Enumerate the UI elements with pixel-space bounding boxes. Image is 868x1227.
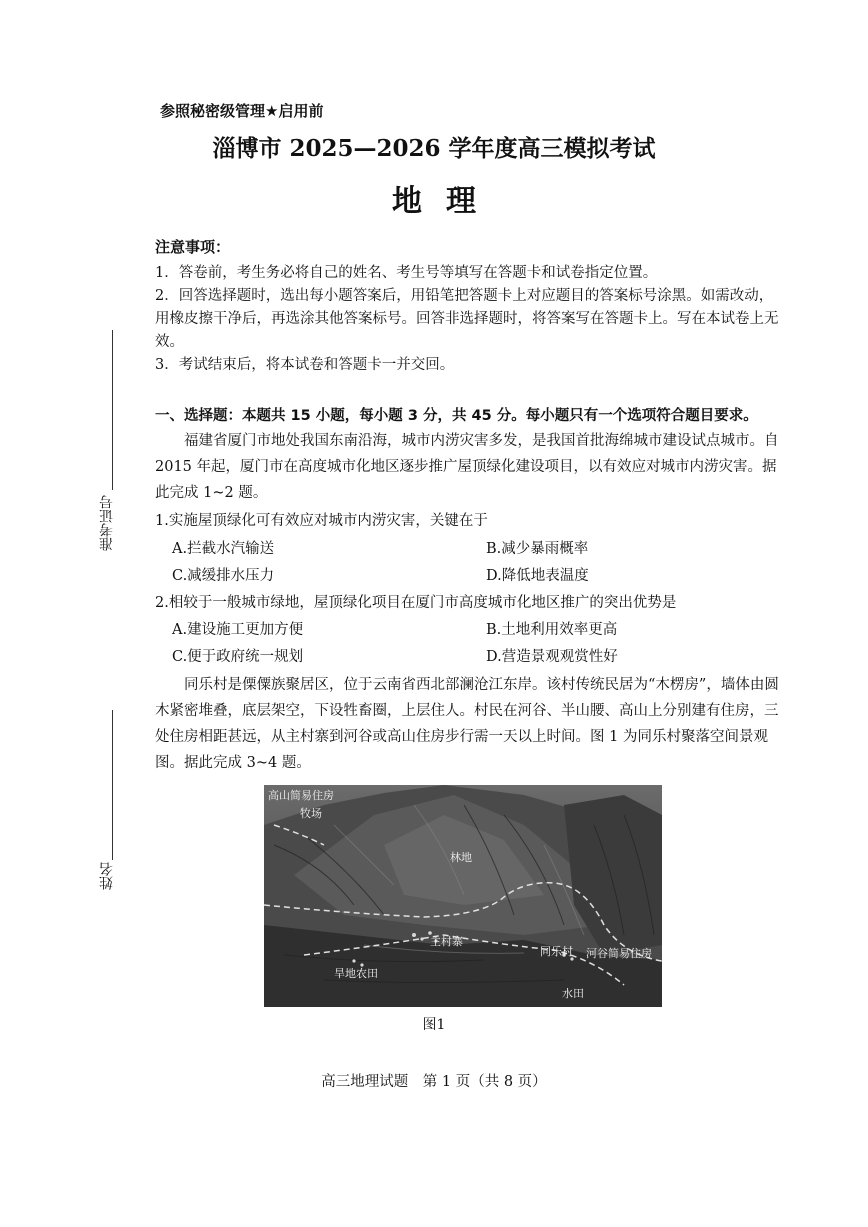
question-2-stem: 2.相较于一般城市绿地，屋顶绿化项目在厦门市高度城市化地区推广的突出优势是 bbox=[155, 595, 677, 611]
village-landscape-photo bbox=[264, 785, 662, 1007]
label-forest: 林地 bbox=[450, 851, 472, 864]
passage-2: 同乐村是傈僳族聚居区，位于云南省西北部澜沧江东岸。该村传统民居为“木楞房”，墙体由圆木紧密堆叠，底层架空，下设牲畜圈，上层住人。村民在河谷、半山腰、高山上分别建有住房，三处住房相距甚远，从主村寨到河谷或高山住房步行需一天以上时间。图 1 为同乐村聚落空间景观图。据此完成 3~4 题。 bbox=[155, 677, 779, 771]
notice-item-1: 1．答卷前，考生务必将自己的姓名、考生号等填写在答题卡和试卷指定位置。 bbox=[155, 265, 658, 281]
exam-id-label: 准考证号 bbox=[99, 495, 115, 551]
binding-line-middle bbox=[112, 710, 113, 860]
notice-item-2: 2．回答选择题时，选出每小题答案后，用铅笔把答题卡上对应题目的答案标号涂黑。如需改动，用橡皮擦干净后，再选涂其他答案标号。回答非选择题时，将答案写在答题卡上。写在本试卷上无效。 bbox=[155, 288, 779, 350]
question-2-option-b: B.土地利用效率更高 bbox=[486, 622, 618, 638]
exam-title: 淄博市 2025—2026 学年度高三模拟考试 bbox=[212, 135, 656, 162]
question-1-option-d: D.降低地表温度 bbox=[486, 568, 589, 584]
label-water-field: 水田 bbox=[562, 987, 584, 1000]
notice-item-3: 3．考试结束后，将本试卷和答题卡一并交回。 bbox=[155, 357, 455, 373]
name-label: 姓名 bbox=[99, 862, 115, 890]
label-tongle-village: 同乐村 bbox=[540, 945, 573, 958]
label-main-village: 主村寨 bbox=[430, 935, 463, 948]
question-1-stem: 1.实施屋顶绿化可有效应对城市内涝灾害，关键在于 bbox=[155, 513, 488, 529]
subject-title: 地理 bbox=[392, 184, 500, 219]
label-alpine-house: 高山简易住房 bbox=[268, 789, 334, 802]
notice-heading: 注意事项： bbox=[155, 238, 231, 256]
question-1-option-c: C.减缓排水压力 bbox=[172, 568, 275, 584]
question-1-option-a: A.拦截水汽输送 bbox=[172, 541, 275, 557]
label-pasture: 牧场 bbox=[300, 807, 322, 820]
question-2-option-c: C.便于政府统一规划 bbox=[172, 649, 304, 665]
question-2-option-d: D.营造景观观赏性好 bbox=[486, 649, 618, 665]
secret-label: 参照秘密级管理★启用前 bbox=[160, 102, 324, 120]
binding-line-top bbox=[112, 330, 113, 490]
label-dry-land: 旱地农田 bbox=[334, 967, 378, 980]
section-heading: 一、选择题：本题共 15 小题，每小题 3 分，共 45 分。每小题只有一个选项符合题目要求。 bbox=[155, 408, 758, 424]
page-footer: 高三地理试题 第 1 页（共 8 页） bbox=[321, 1074, 547, 1090]
question-2-option-a: A.建设施工更加方便 bbox=[172, 622, 304, 638]
passage-1: 福建省厦门市地处我国东南沿海，城市内涝灾害多发，是我国首批海绵城市建设试点城市。自 2015 年起，厦门市在高度城市化地区逐步推广屋顶绿化建设项目，以有效应对城市内涝灾害。据此完成 1~2 题。 bbox=[155, 433, 779, 501]
figure-caption: 图1 bbox=[422, 1017, 446, 1033]
question-1-option-b: B.减少暴雨概率 bbox=[486, 541, 589, 557]
label-valley-house: 河谷简易住房 bbox=[586, 947, 652, 960]
